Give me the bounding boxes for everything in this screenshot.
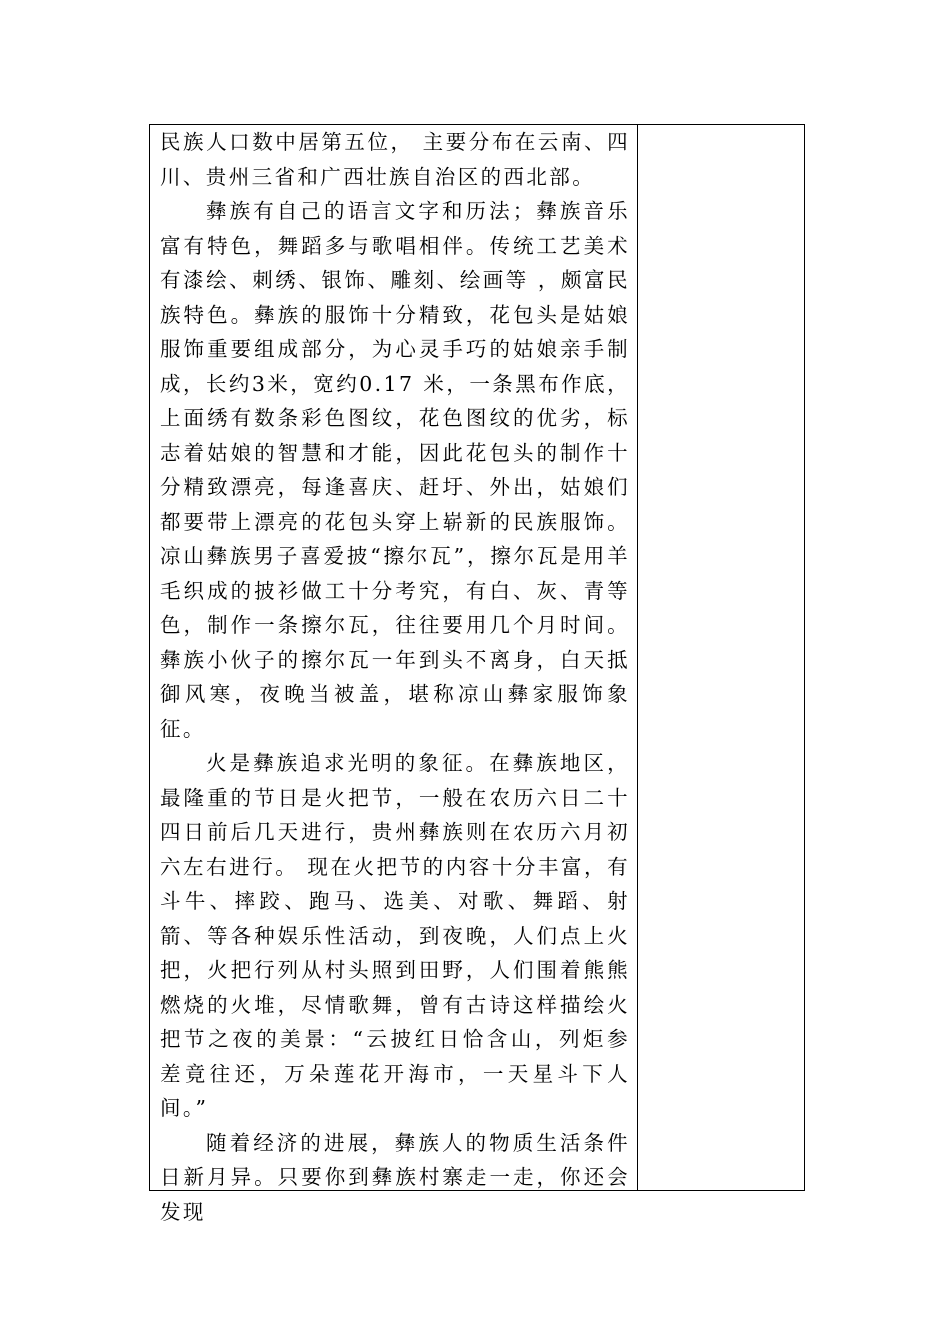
paragraph-population: 民族人口数中居第五位， 主要分布在云南、四川、贵州三省和广西壮族自治区的西北部。: [160, 130, 630, 189]
empty-cell: [639, 125, 804, 1190]
content-table: [149, 124, 805, 1224]
paragraph-economy: 随着经济的进展，彝族人的物质生活条件日新月异。只要你到彝族村寨走一走，你还会发现: [160, 1130, 630, 1224]
paragraph-torch-festival: 火是彝族追求光明的象征。在彝族地区，最隆重的节日是火把节，一般在农历六日二十四日前后几天进行，贵州彝族则在农历六月初六左右进行。 现在火把节的内容十分丰富，有斗牛、摔跤、跑马、选美、对歌、舞蹈、射箭、等各种娱乐性活动，到夜晚，人们点上火把，火把行列从村头照到田野，人们围着熊熊燃烧的火堆，尽情歌舞，曾有古诗这样描绘火把节之夜的美景：“云披红日恰含山，列炬参差竟往还，万朵莲花开海市，一天星斗下人间。”: [160, 751, 630, 1120]
column-divider: [637, 125, 638, 1190]
text-cell: [160, 125, 630, 1224]
paragraph-culture-costume: 彝族有自己的语言文字和历法；彝族音乐富有特色，舞蹈多与歌唱相伴。传统工艺美术有漆绘、刺绣、银饰、雕刻、绘画等 ，颇富民族特色。彝族的服饰十分精致，花包头是姑娘服饰重要组成部分，为心灵手巧的姑娘亲手制成，长约3米，宽约0.17 米，一条黑布作底，上面绣有数条彩色图纹，花色图纹的优劣，标志着姑娘的智慧和才能，因此花包头的制作十分精致漂亮，每逢喜庆、赶圩、外出，姑娘们都要带上漂亮的花包头穿上崭新的民族服饰。凉山彝族男子喜爱披“擦尔瓦”，擦尔瓦是用羊毛织成的披衫做工十分考究，有白、灰、青等色，制作一条擦尔瓦，往往要用几个月时间。彝族小伙子的擦尔瓦一年到头不离身，白天抵御风寒，夜晚当被盖，堪称凉山彝家服饰象征。: [160, 199, 630, 741]
